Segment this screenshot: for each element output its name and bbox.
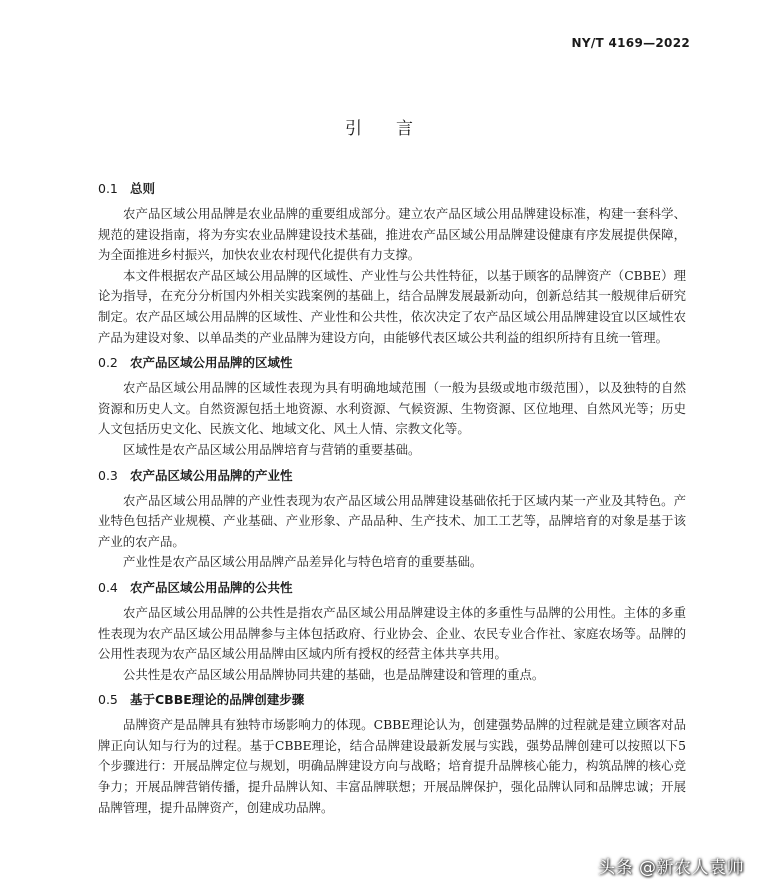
- section-heading: [98, 577, 686, 599]
- document-body: [98, 178, 686, 822]
- section-number: 0.3: [98, 467, 118, 483]
- section-heading: [98, 352, 686, 374]
- section-general: [98, 178, 686, 348]
- section-industry: [98, 465, 686, 573]
- watermark: 头条 @新农人袁帅: [598, 858, 744, 878]
- section-cbbe-steps: [98, 689, 686, 818]
- paragraph: 农产品区域公用品牌的公共性是指农产品区域公用品牌建设主体的多重性与品牌的公用性。主体的多重性表现为农产品区域公用品牌参与主体包括政府、行业协会、企业、农民专业合作社、家庭农场等。品牌的公用性表现为农产品区域公用品牌由区域内所有授权的经营主体共享共用。: [98, 604, 686, 662]
- section-number: 0.2: [98, 355, 118, 371]
- section-heading: [98, 465, 686, 487]
- section-number: 0.1: [98, 181, 118, 196]
- section-title: 总则: [130, 181, 156, 196]
- section-publicness: [98, 577, 686, 685]
- section-title: 基于CBBE理论的品牌创建步骤: [130, 692, 305, 708]
- paragraph: 品牌资产是品牌具有独特市场影响力的体现。CBBE理论认为，创建强势品牌的过程就是建立顾客对品牌正向认知与行为的过程。基于CBBE理论，结合品牌建设最新发展与实践，强势品牌创建可以按照以下5个步骤进行：开展品牌定位与规划，明确品牌建设方向与战略；培育提升品牌核心能力，构筑品牌的核心竞争力；开展品牌营销传播，提升品牌认知、丰富品牌联想；开展品牌保护，强化品牌认同和品牌忠诚；开展品牌管理，提升品牌资产，创建成功品牌。: [98, 717, 686, 815]
- paragraph: 农产品区域公用品牌是农业品牌的重要组成部分。建立农产品区域公用品牌建设标准，构建一套科学、规范的建设指南，将为夯实农业品牌建设技术基础，推进农产品区域公用品牌建设健康有序发展提供保障，为全面推进乡村振兴，加快农业农村现代化提供有力支撑。: [98, 206, 686, 263]
- paragraph: 农产品区域公用品牌的区域性表现为具有明确地域范围（一般为县级或地市级范围），以及独特的自然资源和历史人文。自然资源包括土地资源、水利资源、气候资源、生物资源、区位地理、自然风光等；历史人文包括历史文化、民族文化、地域文化、风土人情、宗教文化等。: [98, 380, 686, 437]
- section-number: 0.5: [98, 692, 118, 708]
- page-title: 引言: [345, 119, 447, 139]
- section-title: 农产品区域公用品牌的公共性: [130, 579, 293, 595]
- section-regionality: [98, 352, 686, 460]
- document-code: NY/T 4169—2022: [571, 36, 690, 50]
- paragraph: 产业性是农产品区域公用品牌产品差异化与特色培育的重要基础。: [123, 554, 483, 570]
- section-heading: [98, 178, 686, 200]
- paragraph: 区域性是农产品区域公用品牌培育与营销的重要基础。: [123, 441, 421, 457]
- paragraph: 公共性是农产品区域公用品牌协同共建的基础，也是品牌建设和管理的重点。: [123, 666, 545, 682]
- paragraph: 农产品区域公用品牌的产业性表现为农产品区域公用品牌建设基础依托于区域内某一产业及其特色。产业特色包括产业规模、产业基础、产业形象、产品品种、生产技术、加工工艺等，品牌培育的对象是基于该产业的农产品。: [98, 492, 686, 549]
- section-title: 农产品区域公用品牌的区域性: [130, 355, 293, 371]
- section-number: 0.4: [98, 579, 118, 595]
- section-heading: [98, 689, 686, 711]
- paragraph: 本文件根据农产品区域公用品牌的区域性、产业性与公共性特征，以基于顾客的品牌资产（CBBE）理论为指导，在充分分析国内外相关实践案例的基础上，结合品牌发展最新动向，创新总结其一般规律后研究制定。农产品区域公用品牌的区域性、产业性和公共性，依次决定了农产品区域公用品牌建设宜以区域性农产品为建设对象、以单品类的产业品牌为建设方向，由能够代表区域公共利益的组织所持有且统一管理。: [98, 267, 686, 345]
- section-title: 农产品区域公用品牌的产业性: [130, 467, 293, 483]
